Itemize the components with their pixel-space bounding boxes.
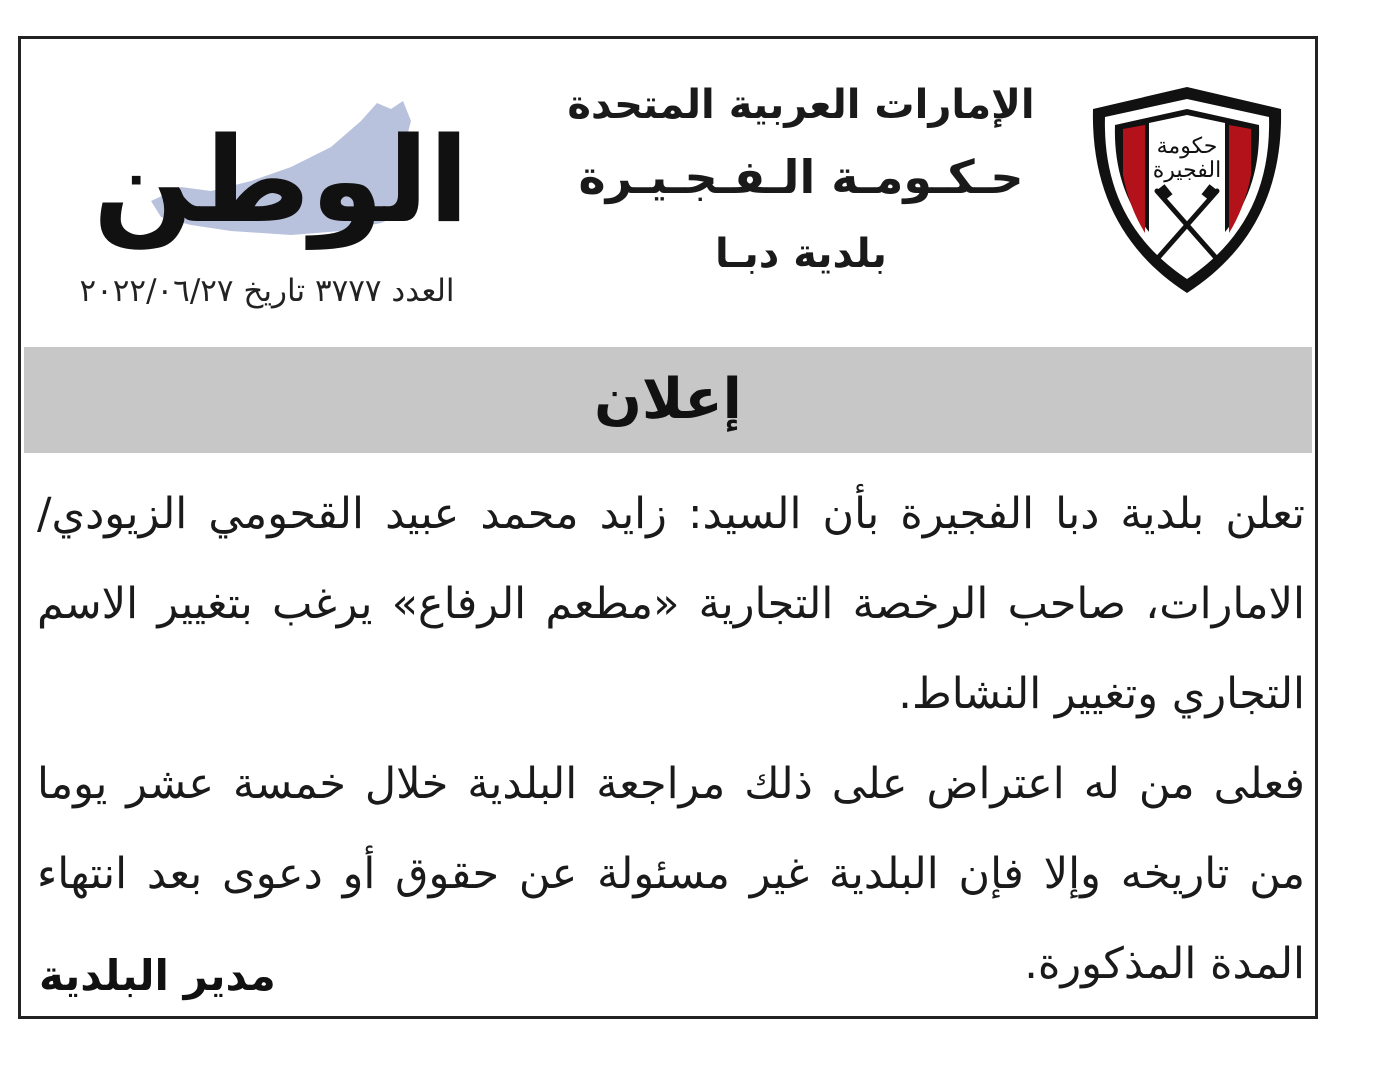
header	[21, 39, 1315, 345]
municipality-name: بلدية دبـا	[715, 231, 887, 277]
emblem-text-top: حكومة	[1156, 134, 1218, 159]
announcement-banner	[24, 347, 1312, 453]
emblem-text-bottom: الفجيرة	[1152, 158, 1222, 183]
government-heading	[521, 77, 1081, 287]
government-name: حـكـومـة الـفـجـيـرة	[578, 150, 1024, 204]
signature: مدير البلدية	[39, 951, 276, 1000]
newspaper-logo	[71, 85, 491, 255]
newspaper-name: الوطن	[92, 111, 470, 249]
shield-icon	[1089, 83, 1285, 297]
announcement-title: إعلان	[594, 367, 742, 432]
paragraph-notice: تعلن بلدية دبا الفجيرة بأن السيد: زايد محمد عبيد القحومي الزيودي/ الامارات، صاحب الرخصة التجارية «مطعم الرفاع» يرغب بتغيير الاسم التجاري وتغيير النشاط.	[37, 489, 1305, 719]
country-name: الإمارات العربية المتحدة	[567, 82, 1035, 128]
announcement-frame	[18, 36, 1318, 1019]
issue-info: العدد ٣٧٧٧ تاريخ ٢٠٢٢/٠٦/٢٧	[79, 273, 455, 309]
announcement-body	[37, 469, 1305, 1009]
paragraph-objection: فعلى من له اعتراض على ذلك مراجعة البلدية خلال خمسة عشر يوما من تاريخه وإلا فإن البلدية غير مسئولة عن حقوق أو دعوى بعد انتهاء المدة المذكورة.	[37, 759, 1305, 989]
fujairah-emblem	[1089, 83, 1285, 297]
